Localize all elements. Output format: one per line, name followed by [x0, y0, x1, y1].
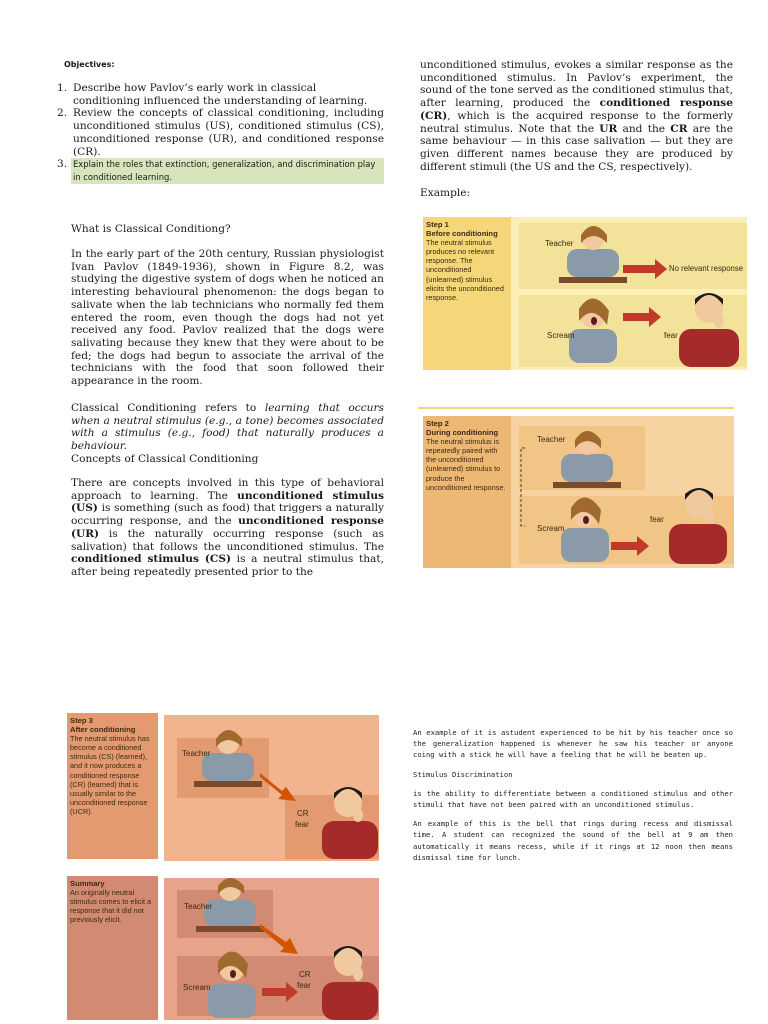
screaming-figure — [569, 298, 617, 363]
summary-panel — [67, 876, 379, 1020]
arrow-icon — [623, 307, 661, 327]
cr-label: CR — [297, 809, 309, 818]
step1-panel — [423, 217, 747, 370]
arrow-icon — [623, 259, 667, 279]
step2-panel — [423, 416, 734, 568]
concepts-heading: Concepts of Classical Conditioning — [71, 453, 259, 465]
teacher-figure — [194, 730, 262, 787]
frightened-boy-figure — [669, 488, 727, 564]
fear-label: fear — [650, 515, 664, 524]
scream-label: Scream — [547, 331, 575, 340]
arrow-icon — [260, 924, 298, 954]
what-is-paragraph: In the early part of the 20th century, Russian physiologist Ivan Pavlov (1849-1936), shown in Figure 8.2, was studying the digestive system of dogs when he noticed an interesting behavioural phenomenon: the dogs began to salivate when the lab technicians who normally fed them entered the room, even though the dogs had not yet received any food. Pavlov realized that the dogs were salivating because they knew that they were about to be fed; the dogs had begun to associate the arrival of the technicians with the food that soon followed their appearance in the room. — [71, 248, 384, 388]
fear-label: fear — [297, 981, 311, 990]
arrow-icon — [260, 773, 296, 801]
teacher-label: Teacher — [182, 749, 211, 758]
definition-paragraph: Classical Conditioning refers to learning that occurs when a neutral stimulus (e.g., a tone) becomes associated with a stimulus (e.g., food) that naturally produces a behaviour. — [71, 402, 384, 453]
objectives-title: Objectives: — [64, 60, 115, 69]
scream-label: Scream — [537, 524, 565, 533]
teacher-label: Teacher — [545, 239, 574, 248]
frightened-boy-figure — [322, 787, 378, 859]
divider — [418, 407, 734, 409]
screaming-figure — [208, 951, 256, 1018]
teacher-label: Teacher — [184, 902, 213, 911]
highlighted-objective: Explain the roles that extinction, generalization, and discrimination play in conditioned learning. — [71, 158, 384, 184]
teacher-label: Teacher — [537, 435, 566, 444]
fear-label: fear — [295, 820, 309, 829]
step3-caption: Step 3 After conditioning The neutral stimulus has become a conditioned stimulus (CS) (learned), and it now produces a conditioned response (CR) (learned) that is usually similar to the unconditioned response (UCR). — [67, 713, 158, 859]
example-label: Example: — [420, 187, 471, 199]
bottom-right-text — [413, 727, 733, 871]
discrimination-definition: is the ability to differentiate between a conditioned stimulus and other stimuli that have not been paired with an unconditioned stimulus. — [413, 788, 733, 810]
summary-illustration — [164, 876, 379, 1020]
summary-caption: Summary An originally neutral stimulus comes to elicit a response that it did not previously elicit. — [67, 876, 158, 1020]
no-response-label: No relevant response — [669, 264, 744, 273]
discrimination-example: An example of this is the bell that rings during recess and dismissal time. A student can recognized the sound of the bell at 9 am then automatically it means recess, while if it rings at 12 noon then means dismissal time for lunch. — [413, 819, 733, 862]
step1-caption: Step 1 Before conditioning The neutral stimulus produces no relevant response. The unconditioned (unlearned) stimulus elicits the unconditioned response. — [423, 217, 511, 370]
step3-illustration — [164, 713, 379, 861]
frightened-boy-figure — [322, 946, 378, 1020]
cr-label: CR — [299, 970, 311, 979]
teacher-figure — [559, 226, 627, 283]
objective-item: 2. Review the concepts of classical conditioning, including unconditioned stimulus (US), conditioned stimulus (CS), unconditioned response (UR), and conditioned response (CR). — [57, 107, 384, 158]
arrow-icon — [611, 536, 649, 556]
frightened-boy-figure — [679, 293, 739, 367]
discrimination-heading: Stimulus Discrimination — [413, 769, 513, 779]
fear-label: fear — [664, 331, 678, 340]
objectives-list — [57, 82, 384, 184]
scream-label: Scream — [183, 983, 211, 992]
screaming-figure — [561, 497, 609, 562]
right-paragraph: unconditioned stimulus, evokes a similar response as the unconditioned stimulus. In Pavlov’s experiment, the sound of the tone served as the conditioned stimulus that, after learning, produced the conditioned response (CR), which is the acquired response to the formerly neutral stimulus. Note that the UR and the CR are the same behaviour — in this case salivation — but they are given different names because they are produced by different stimuli (the US and the CS, respectively). — [420, 59, 734, 173]
objective-item: 1. Describe how Pavlov’s early work in classical conditioning influenced the understanding of learning. — [57, 82, 368, 107]
step3-panel — [67, 713, 379, 861]
objectives-section — [64, 60, 384, 69]
objective-item: 3. Explain the roles that extinction, generalization, and discrimination play in conditioned learning. — [57, 158, 384, 184]
what-is-heading: What is Classical Conditiong? — [71, 223, 231, 235]
arrow-icon — [262, 982, 298, 1002]
step2-caption: Step 2 During conditioning The neutral stimulus is repeatedly paired with the unconditioned (unlearned) stimulus to produce the unconditioned response. — [423, 416, 511, 568]
generalization-example: An example of it is astudent experienced to be hit by his teacher once so the generalization happened is whenever he saw his teacher or anyone coing with a stick he will have a feeling that he will be beaten up. — [413, 728, 733, 760]
concepts-paragraph: There are concepts involved in this type of behavioral approach to learning. The unconditioned stimulus (US) is something (such as food) that triggers a naturally occurring response, and the unconditioned response (UR) is the naturally occurring response (such as salivation) that follows the unconditioned stimulus. The conditioned stimulus (CS) is a neutral stimulus that, after being repeatedly presented prior to the — [71, 477, 384, 578]
